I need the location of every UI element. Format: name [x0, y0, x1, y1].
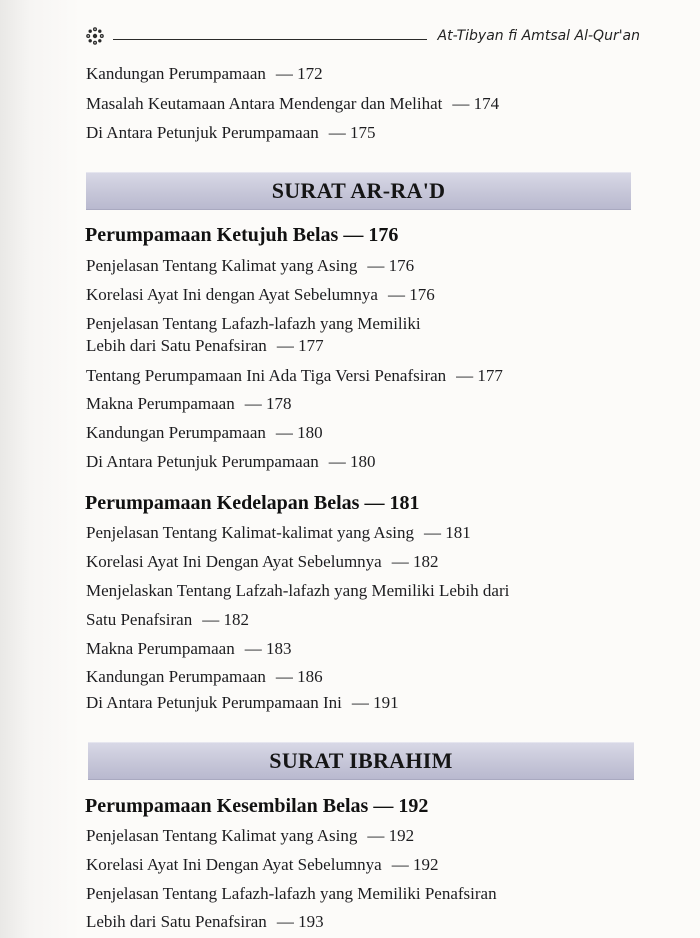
header-rule: [113, 39, 427, 40]
toc-entry: [86, 693, 399, 713]
toc-entry-page: — 178: [244, 394, 292, 413]
toc-entry: [86, 285, 435, 305]
toc-entry-page: — 186: [275, 667, 323, 686]
toc-entry-text: Di Antara Petunjuk Perumpamaan: [86, 123, 319, 142]
toc-entry-page: — 180: [275, 423, 323, 442]
toc-entry-text: Penjelasan Tentang Kalimat yang Asing: [86, 826, 358, 845]
toc-entry-text: Lebih dari Satu Penafsiran: [86, 336, 267, 355]
toc-entry: [86, 94, 499, 114]
toc-entry: [86, 610, 249, 630]
toc-entry-text: Satu Penafsiran: [86, 610, 193, 629]
toc-entry-page: — 175: [328, 123, 376, 142]
toc-entry-text: Penjelasan Tentang Lafazh-lafazh yang Memiliki Penafsiran: [86, 884, 497, 903]
toc-entry: [86, 314, 421, 334]
toc-entry: [86, 884, 497, 904]
toc-entry: [86, 452, 376, 472]
toc-entry: [86, 123, 376, 143]
toc-entry-page: — 177: [456, 366, 503, 385]
parable-heading: Perumpamaan Kesembilan Belas — 192: [85, 795, 429, 817]
toc-entry: [86, 423, 323, 443]
toc-entry: [86, 826, 414, 846]
parable-heading: Perumpamaan Ketujuh Belas — 176: [85, 224, 399, 246]
toc-entry: [86, 366, 503, 386]
surah-banner-title: SURAT IBRAHIM: [269, 748, 453, 773]
toc-entry-text: Korelasi Ayat Ini Dengan Ayat Sebelumnya: [86, 552, 382, 571]
toc-entry-page: — 191: [351, 693, 399, 712]
running-header: [85, 26, 640, 50]
toc-entry-page: — 180: [328, 452, 376, 471]
toc-entry-text: Korelasi Ayat Ini Dengan Ayat Sebelumnya: [86, 855, 382, 874]
toc-entry: [86, 523, 471, 543]
floral-ornament-icon: [85, 26, 105, 46]
toc-entry-page: — 176: [387, 285, 435, 304]
toc-entry-page: — 182: [391, 552, 439, 571]
toc-entry-text: Kandungan Perumpamaan: [86, 64, 266, 83]
toc-entry-page: — 177: [276, 336, 324, 355]
toc-entry-page: — 183: [244, 639, 292, 658]
toc-entry-page: — 181: [424, 523, 471, 542]
toc-entry: [86, 64, 323, 84]
toc-entry: [86, 855, 438, 875]
parable-heading: Perumpamaan Kedelapan Belas — 181: [85, 492, 420, 514]
surah-banner-ibrahim: [88, 742, 634, 780]
toc-entry-text: Penjelasan Tentang Kalimat yang Asing: [86, 256, 358, 275]
toc-entry-text: Di Antara Petunjuk Perumpamaan Ini: [86, 693, 342, 712]
toc-entry-text: Penjelasan Tentang Kalimat-kalimat yang Asing: [86, 523, 415, 542]
surah-banner-title: SURAT AR-RA'D: [271, 178, 446, 203]
surah-banner-ar-rad: [86, 172, 631, 210]
toc-entry-page: — 176: [367, 256, 415, 275]
toc-entry: [86, 336, 324, 356]
toc-entry-page: — 182: [202, 610, 249, 629]
toc-entry: [86, 667, 323, 687]
toc-entry: [86, 256, 414, 276]
toc-entry: [86, 394, 291, 414]
toc-entry: [86, 912, 324, 932]
toc-entry-text: Lebih dari Satu Penafsiran: [86, 912, 267, 931]
toc-entry-text: Di Antara Petunjuk Perumpamaan: [86, 452, 319, 471]
toc-entry-page: — 192: [391, 855, 439, 874]
toc-entry-text: Makna Perumpamaan: [86, 639, 235, 658]
toc-entry-text: Masalah Keutamaan Antara Mendengar dan Melihat: [86, 94, 443, 113]
toc-entry: [86, 639, 291, 659]
toc-entry-text: Makna Perumpamaan: [86, 394, 235, 413]
toc-entry-text: Korelasi Ayat Ini dengan Ayat Sebelumnya: [86, 285, 378, 304]
toc-entry-text: Kandungan Perumpamaan: [86, 667, 266, 686]
toc-entry-page: — 192: [367, 826, 415, 845]
toc-entry-text: Penjelasan Tentang Lafazh-lafazh yang Memiliki: [86, 314, 421, 333]
running-header-title: At-Tibyan fi Amtsal Al-Qur'an: [437, 28, 640, 44]
toc-entry-page: — 172: [275, 64, 323, 83]
toc-entry: [86, 581, 509, 601]
toc-entry-page: — 174: [452, 94, 500, 113]
toc-entry-text: Menjelaskan Tentang Lafzah-lafazh yang Memiliki Lebih dari: [86, 581, 510, 600]
toc-entry: [86, 552, 438, 572]
toc-entry-text: Kandungan Perumpamaan: [86, 423, 266, 442]
toc-entry-text: Tentang Perumpamaan Ini Ada Tiga Versi Penafsiran: [86, 366, 447, 385]
toc-entry-page: — 193: [276, 912, 324, 931]
